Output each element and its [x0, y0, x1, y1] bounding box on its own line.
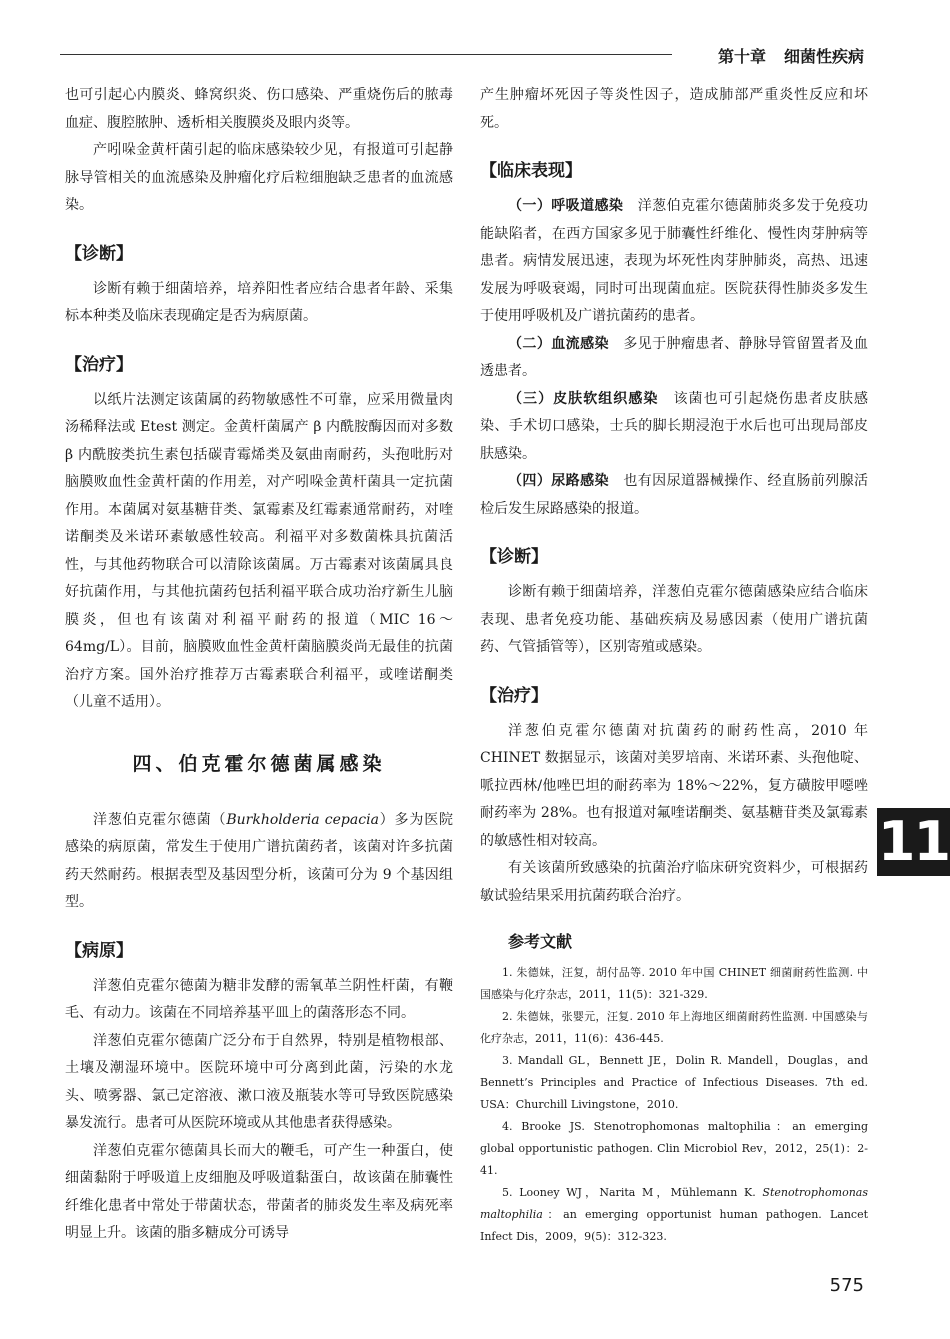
heading-diagnosis: 【诊断】 [480, 547, 548, 567]
running-header [718, 44, 864, 67]
reference-item: 1. 朱德妹，汪复，胡付品等. 2010 年中国 CHINET 细菌耐药性监测. 中国感染与化疗杂志，2011，11(5)：321-329. [480, 966, 868, 1001]
left-column [65, 82, 453, 1248]
paragraph: 洋葱伯克霍尔德菌具长而大的鞭毛，可产生一种蛋白，使细菌黏附于呼吸道上皮细胞及呼吸道黏蛋白，故该菌在肺囊性纤维化患者中常处于带菌状态，带菌者的肺炎发生率及病死率明显上升。该菌的脂多糖成分可诱导 [65, 1142, 453, 1241]
subheading: （四）尿路感染 [508, 473, 609, 489]
paragraph: 有关该菌所致感染的抗菌治疗临床研究资料少，可根据药敏试验结果采用抗菌药联合治疗。 [480, 860, 868, 904]
reference-item [480, 1182, 868, 1248]
paragraph [480, 468, 868, 523]
paragraph: 产吲哚金黄杆菌引起的临床感染较少见，有报道可引起静脉导管相关的血流感染及肿瘤化疗后粒细胞缺乏患者的血流感染。 [65, 142, 453, 213]
latin-name: Burkholderia cepacia [226, 811, 379, 828]
latin-name: Stenotrophomonas [762, 1186, 868, 1199]
reference-item: 4. Brooke JS. Stenotrophomonas maltophilia：an emerging global opportunistic pathogen. Clin Microbiol Rev，2012，25(1)：2-41. [480, 1120, 868, 1177]
heading-clinical: 【临床表现】 [480, 161, 582, 181]
reference-item: 2. 朱德妹，张婴元，汪复. 2010 年上海地区细菌耐药性监测. 中国感染与化疗杂志，2011，11(6)：436-445. [480, 1010, 868, 1045]
paragraph: 诊断有赖于细菌培养，洋葱伯克霍尔德菌感染应结合临床表现、患者免疫功能、基础疾病及易感因素（使用广谱抗菌药、气管插管等），区别寄殖或感染。 [480, 584, 868, 655]
paragraph: 产生肿瘤坏死因子等炎性因子，造成肺部严重炎性反应和坏死。 [480, 87, 868, 131]
chapter-number: 第十章 [717, 47, 766, 66]
heading-treatment: 【治疗】 [480, 685, 548, 706]
text: 洋葱伯克霍尔德菌肺炎多发于免疫功能缺陷者，在西方国家多见于肺囊性纤维化、慢性肉芽肿病等患者。病情发展迅速，表现为坏死性肉芽肿肺炎，高热、迅速发展为呼吸衰竭，同时可出现菌血症。医院获得性肺炎多发生于使用呼吸机及广谱抗菌药的患者。 [480, 198, 869, 324]
heading-pathogen: 【病原】 [65, 940, 133, 961]
text: 5. Looney WJ，Narita M，Mühlemann K. [502, 1186, 763, 1199]
references-title: 参考文献 [508, 932, 573, 951]
reference-item: 3. Mandall GL，Bennett JE，Dolin R. Mandell，Douglas，and Bennett’s Principles and Practice of Infectious Diseases. 7th ed. USA：Churchill Livingstone，2010. [480, 1054, 868, 1111]
heading-diagnosis: 【诊断】 [65, 243, 133, 264]
paragraph: 诊断有赖于细菌培养，培养阳性者应结合患者年龄、采集标本种类及临床表现确定是否为病原菌。 [65, 280, 453, 324]
page-number: 575 [829, 1275, 864, 1296]
paragraph [480, 193, 868, 331]
paragraph [480, 386, 868, 469]
text: 多见于肿瘤患者、静脉导管留置者及血透患者。 [480, 335, 869, 379]
section-title: 四、伯克霍尔德菌属感染 [132, 752, 386, 775]
subheading: （二）血流感染 [508, 335, 609, 352]
latin-name: maltophilia [480, 1208, 543, 1221]
chapter-title: 细菌性疾病 [783, 47, 864, 66]
paragraph: 洋葱伯克霍尔德菌广泛分布于自然界，特别是植物根部、土壤及潮湿环境中。医院环境中可分离到此菌，污染的水龙头、喷雾器、氯己定溶液、漱口液及瓶装水等可导致医院感染暴发流行。患者可从医院环境或从其他患者获得感染。 [65, 1032, 453, 1131]
paragraph: 洋葱伯克霍尔德菌为糖非发酵的需氧革兰阴性杆菌，有鞭毛、有动力。该菌在不同培养基平皿上的菌落形态不同。 [65, 977, 453, 1021]
paragraph [65, 807, 453, 917]
paragraph: 也可引起心内膜炎、蜂窝织炎、伤口感染、严重烧伤后的脓毒血症、腹腔脓肿、透析相关腹膜炎及眼内炎等。 [65, 87, 453, 131]
text: 洋葱伯克霍尔德菌（ [93, 811, 227, 828]
text: ：an emerging opportunist human pathogen. Lancet Infect Dis，2009，9(5)：312-323. [480, 1208, 868, 1243]
text: 也有因尿道器械操作、经直肠前列腺活检后发生尿路感染的报道。 [480, 473, 869, 517]
paragraph: 以纸片法测定该菌属的药物敏感性不可靠，应采用微量肉汤稀释法或 Etest 测定。金黄杆菌属产 β 内酰胺酶因而对多数 β 内酰胺类抗生素包括碳青霉烯类及氨曲南耐药，头孢吡肟对脑膜败血性金黄杆菌的作用差，对产吲哚金黄杆菌具一定抗菌作用。本菌属对氨基糖苷类、氯霉素及红霉素通常耐药，对喹诺酮类及米诺环素敏感性较高。利福平对多数菌株具抗菌活性，与其他药物联合可以清除该菌属。万古霉素对该菌属具良好抗菌作用，与其他抗菌药包括利福平联合成功治疗新生儿脑膜炎，但也有该菌对利福平耐药的报道（MIC 16～64mg/L）。目前，脑膜败血性金黄杆菌脑膜炎尚无最佳的抗菌治疗方案。国外治疗推荐万古霉素联合利福平，或喹诺酮类（儿童不适用）。 [65, 391, 453, 710]
subheading: （三）皮肤软组织感染 [508, 390, 659, 407]
subheading: （一）呼吸道感染 [508, 198, 624, 214]
paragraph [480, 331, 868, 386]
text: 该菌也可引起烧伤患者皮肤感染、手术切口感染，士兵的脚长期浸泡于水后也可出现局部皮肤感染。 [480, 390, 869, 462]
header-rule [60, 54, 672, 55]
heading-treatment: 【治疗】 [65, 354, 133, 375]
text: ）多为医院感染的病原菌，常发生于使用广谱抗菌药者，该菌对许多抗菌药天然耐药。根据表型及基因型分析，该菌可分为 9 个基因组型。 [65, 811, 454, 910]
paragraph: 洋葱伯克霍尔德菌对抗菌药的耐药性高，2010 年 CHINET 数据显示，该菌对美罗培南、米诺环素、头孢他啶、哌拉西林/他唑巴坦的耐药率为 18%～22%，复方磺胺甲噁唑耐药率为 28%。也有报道对氟喹诺酮类、氨基糖苷类及氯霉素的敏感性相对较高。 [480, 722, 868, 849]
right-column [480, 82, 868, 1248]
chapter-thumb-tab: 11 [877, 808, 950, 876]
